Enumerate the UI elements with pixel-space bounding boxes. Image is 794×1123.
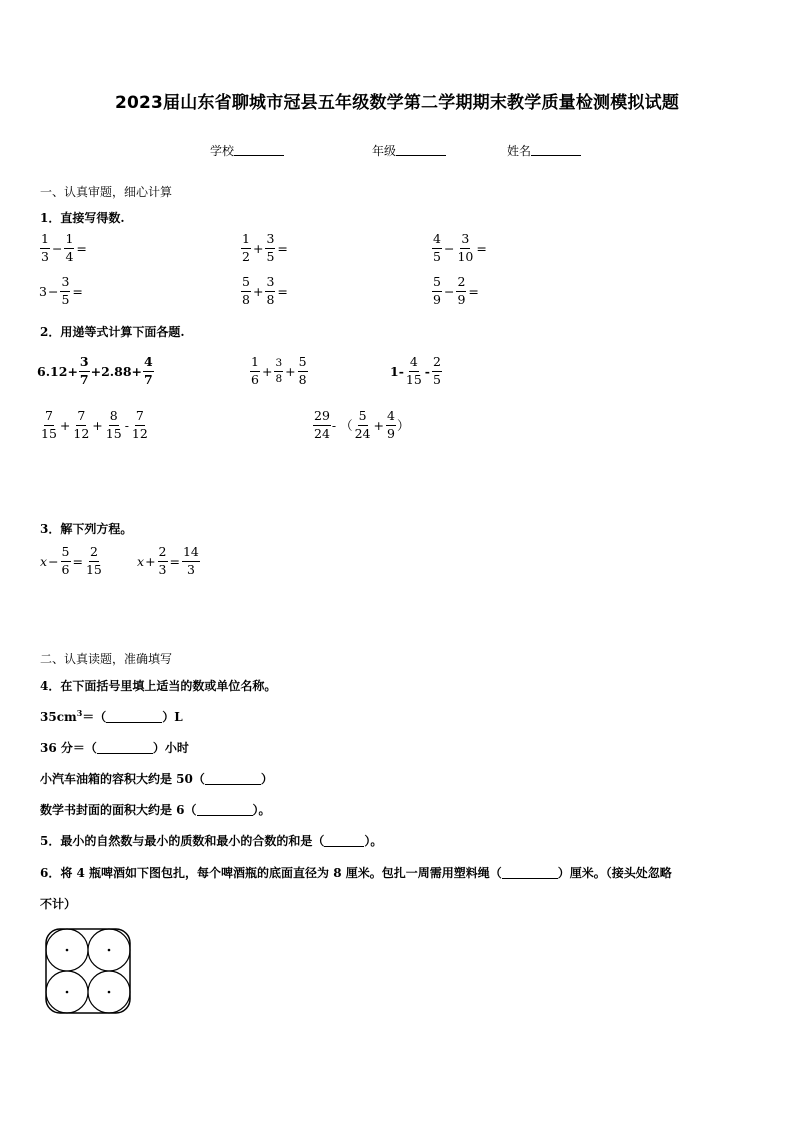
fraction: $\frac{5}{6}$ [61, 544, 70, 577]
section2-heading: 二、认真读题，准确填写 [40, 652, 173, 666]
q4-line-2: 36 分＝（ ）小时 [40, 741, 189, 755]
q2-expr-5: $\frac{29}{24}$ - （ $\frac{5}{24}$ + $\frac{4}{9}$ ） [314, 408, 410, 441]
fraction: $\frac{3}{5}$ [61, 274, 70, 307]
fraction: $\frac{7}{12}$ [131, 408, 148, 441]
center-dot [66, 991, 69, 994]
fraction: $\frac{3}{5}$ [266, 231, 275, 264]
answer-blank[interactable] [106, 710, 162, 723]
center-dot [108, 949, 111, 952]
fraction: $\frac{4}{5}$ [433, 231, 441, 264]
q6-cont: 不计） [40, 897, 77, 911]
fraction: $\frac{2}{9}$ [457, 274, 466, 307]
center-dot [108, 991, 111, 994]
fraction: $\frac{3}{10}$ [457, 231, 474, 264]
q3-label: 3．解下列方程。 [40, 522, 133, 536]
fraction: $\frac{2}{3}$ [158, 544, 167, 577]
fraction: $\frac{14}{3}$ [182, 544, 199, 577]
q2-label: 2．用递等式计算下面各题. [40, 325, 185, 339]
answer-blank[interactable] [97, 741, 153, 754]
q3-equation-1: x − $\frac{5}{6}$ = $\frac{2}{15}$ [40, 544, 102, 577]
name-blank[interactable] [531, 143, 581, 156]
q2-expr-2: $\frac{1}{6}$ + $\frac{3}{8}$ + $\frac{5}{8}$ [251, 354, 307, 387]
answer-blank[interactable] [502, 866, 558, 879]
page-title: 2023届山东省聊城市冠县五年级数学第二学期期末教学质量检测模拟试题 [114, 93, 680, 113]
center-dot [66, 949, 69, 952]
q2-expr-3: 1- $\frac{4}{15}$ - $\frac{2}{5}$ [390, 354, 441, 387]
four-bottles-figure [42, 925, 136, 1017]
fraction: $\frac{1}{2}$ [242, 231, 250, 264]
q4-label: 4．在下面括号里填上适当的数或单位名称。 [40, 679, 277, 693]
q6: 6．将 4 瓶啤酒如下图包扎，每个啤酒瓶的底面直径为 8 厘米。包扎一周需用塑料绳（ ）厘米。（接头处忽略 [40, 866, 672, 880]
q4-line-1: $35cm^3=$（ ）L [40, 708, 183, 724]
fraction: $\frac{3}{7}$ [79, 354, 89, 387]
q1-label: 1．直接写得数. [40, 211, 125, 225]
fraction: $\frac{7}{15}$ [41, 408, 57, 441]
q3-equation-2: x + $\frac{2}{3}$ = $\frac{14}{3}$ [137, 544, 199, 577]
fraction: $\frac{4}{9}$ [387, 408, 395, 441]
answer-blank[interactable] [205, 772, 261, 785]
q2-expr-1: 6.12+ $\frac{3}{7}$ +2.88+ $\frac{4}{7}$ [37, 354, 153, 387]
q1-expr-2: $\frac{1}{2}$ + $\frac{3}{5}$ = [242, 231, 288, 264]
q1-expr-1: $\frac{1}{3}$ − $\frac{1}{4}$ = [41, 231, 87, 264]
fraction: $\frac{1}{6}$ [251, 354, 259, 387]
grade-field[interactable] [372, 142, 446, 159]
name-field[interactable] [507, 142, 581, 159]
fraction: $\frac{5}{8}$ [298, 354, 307, 387]
fraction: $\frac{3}{8}$ [266, 274, 275, 307]
fraction: $\frac{2}{5}$ [433, 354, 441, 387]
q4-line-3: 小汽车油箱的容积大约是 50（ ） [40, 772, 273, 786]
grade-label: 年级 [372, 144, 397, 158]
name-label: 姓名 [507, 144, 532, 158]
fraction: $\frac{29}{24}$ [314, 408, 330, 441]
fraction: $\frac{3}{8}$ [275, 357, 283, 385]
grade-blank[interactable] [396, 143, 446, 156]
wrap-rope [46, 929, 130, 1013]
q1-expr-6: $\frac{5}{9}$ − $\frac{2}{9}$ = [433, 274, 479, 307]
fraction: $\frac{2}{15}$ [85, 544, 102, 577]
school-label: 学校 [210, 144, 235, 158]
fraction: $\frac{1}{3}$ [41, 231, 49, 264]
fraction: $\frac{4}{7}$ [144, 354, 153, 387]
q1-expr-5: $\frac{5}{8}$ + $\frac{3}{8}$ = [242, 274, 288, 307]
fraction: $\frac{5}{8}$ [242, 274, 250, 307]
q2-expr-4: $\frac{7}{15}$ + $\frac{7}{12}$ + $\frac{8}{15}$ - $\frac{7}{12}$ [41, 408, 148, 441]
answer-blank[interactable] [324, 834, 364, 847]
fraction: $\frac{7}{12}$ [73, 408, 90, 441]
fraction: $\frac{8}{15}$ [105, 408, 122, 441]
school-field[interactable] [210, 142, 284, 159]
q5: 5．最小的自然数与最小的质数和最小的合数的和是（ ）。 [40, 834, 383, 848]
fraction: $\frac{5}{9}$ [433, 274, 441, 307]
q1-expr-3: $\frac{4}{5}$ − $\frac{3}{10}$ = [433, 231, 487, 264]
q1-expr-4: 3 − $\frac{3}{5}$ = [39, 274, 83, 307]
fraction: $\frac{5}{24}$ [354, 408, 371, 441]
fraction: $\frac{1}{4}$ [65, 231, 74, 264]
section1-heading: 一、认真审题，细心计算 [40, 185, 173, 199]
q4-line-4: 数学书封面的面积大约是 6（ ）。 [40, 803, 271, 817]
fraction: $\frac{4}{15}$ [405, 354, 422, 387]
answer-blank[interactable] [197, 803, 253, 816]
school-blank[interactable] [234, 143, 284, 156]
